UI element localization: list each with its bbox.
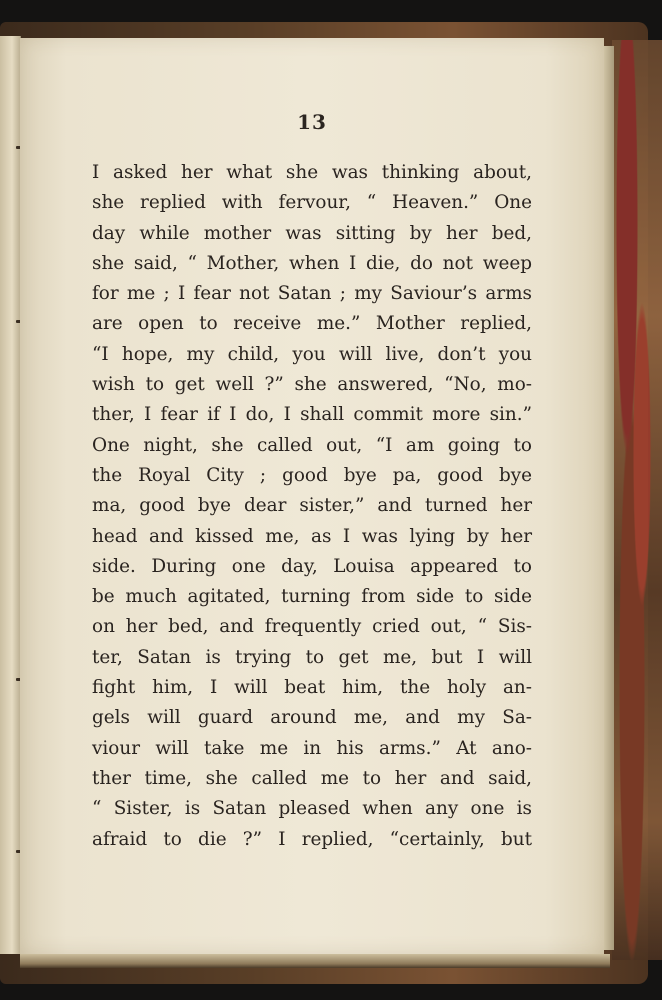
page-number: 13 — [297, 110, 327, 134]
facing-page-edge — [0, 36, 21, 954]
text-line: for me ; I fear not Satan ; my Saviour’s arms — [92, 283, 532, 305]
page-stack-edge — [604, 46, 614, 950]
text-line: side. During one day, Louisa appeared to — [92, 555, 532, 577]
text-line: “ Sister, is Satan pleased when any one is — [92, 798, 532, 820]
text-line: fight him, I will beat him, the holy an- — [92, 677, 532, 699]
text-line: day while mother was sitting by her bed, — [92, 222, 532, 244]
page-bottom-edge — [20, 954, 610, 968]
text-line: One night, she called out, “I am going to — [92, 434, 532, 456]
text-line: ther time, she called me to her and said, — [92, 767, 532, 789]
text-line: she replied with fervour, “ Heaven.” One — [92, 192, 532, 214]
marbled-cover-edge — [612, 40, 662, 960]
text-line: be much agitated, turning from side to side — [92, 586, 532, 608]
page-text — [92, 158, 532, 855]
text-line: viour will take me in his arms.” At ano- — [92, 737, 532, 759]
text-line: afraid to die ?” I replied, “certainly, but — [92, 828, 532, 850]
text-line: “I hope, my child, you will live, don’t you — [92, 343, 532, 365]
text-line: I asked her what she was thinking about, — [92, 162, 532, 183]
text-line: the Royal City ; good bye pa, good bye — [92, 464, 532, 486]
text-line: wish to get well ?” she answered, “No, mo- — [92, 374, 532, 396]
text-line: ter, Satan is trying to get me, but I will — [92, 646, 532, 668]
text-line: she said, “ Mother, when I die, do not weep — [92, 252, 532, 274]
text-line: gels will guard around me, and my Sa- — [92, 707, 532, 729]
text-line: are open to receive me.” Mother replied, — [92, 313, 532, 335]
text-line: ma, good bye dear sister,” and turned her — [92, 495, 532, 517]
text-line: on her bed, and frequently cried out, “ Sis- — [92, 616, 532, 638]
text-line: head and kissed me, as I was lying by her — [92, 525, 532, 547]
text-line: ther, I fear if I do, I shall commit more sin.” — [92, 404, 532, 426]
book-page — [20, 38, 604, 954]
